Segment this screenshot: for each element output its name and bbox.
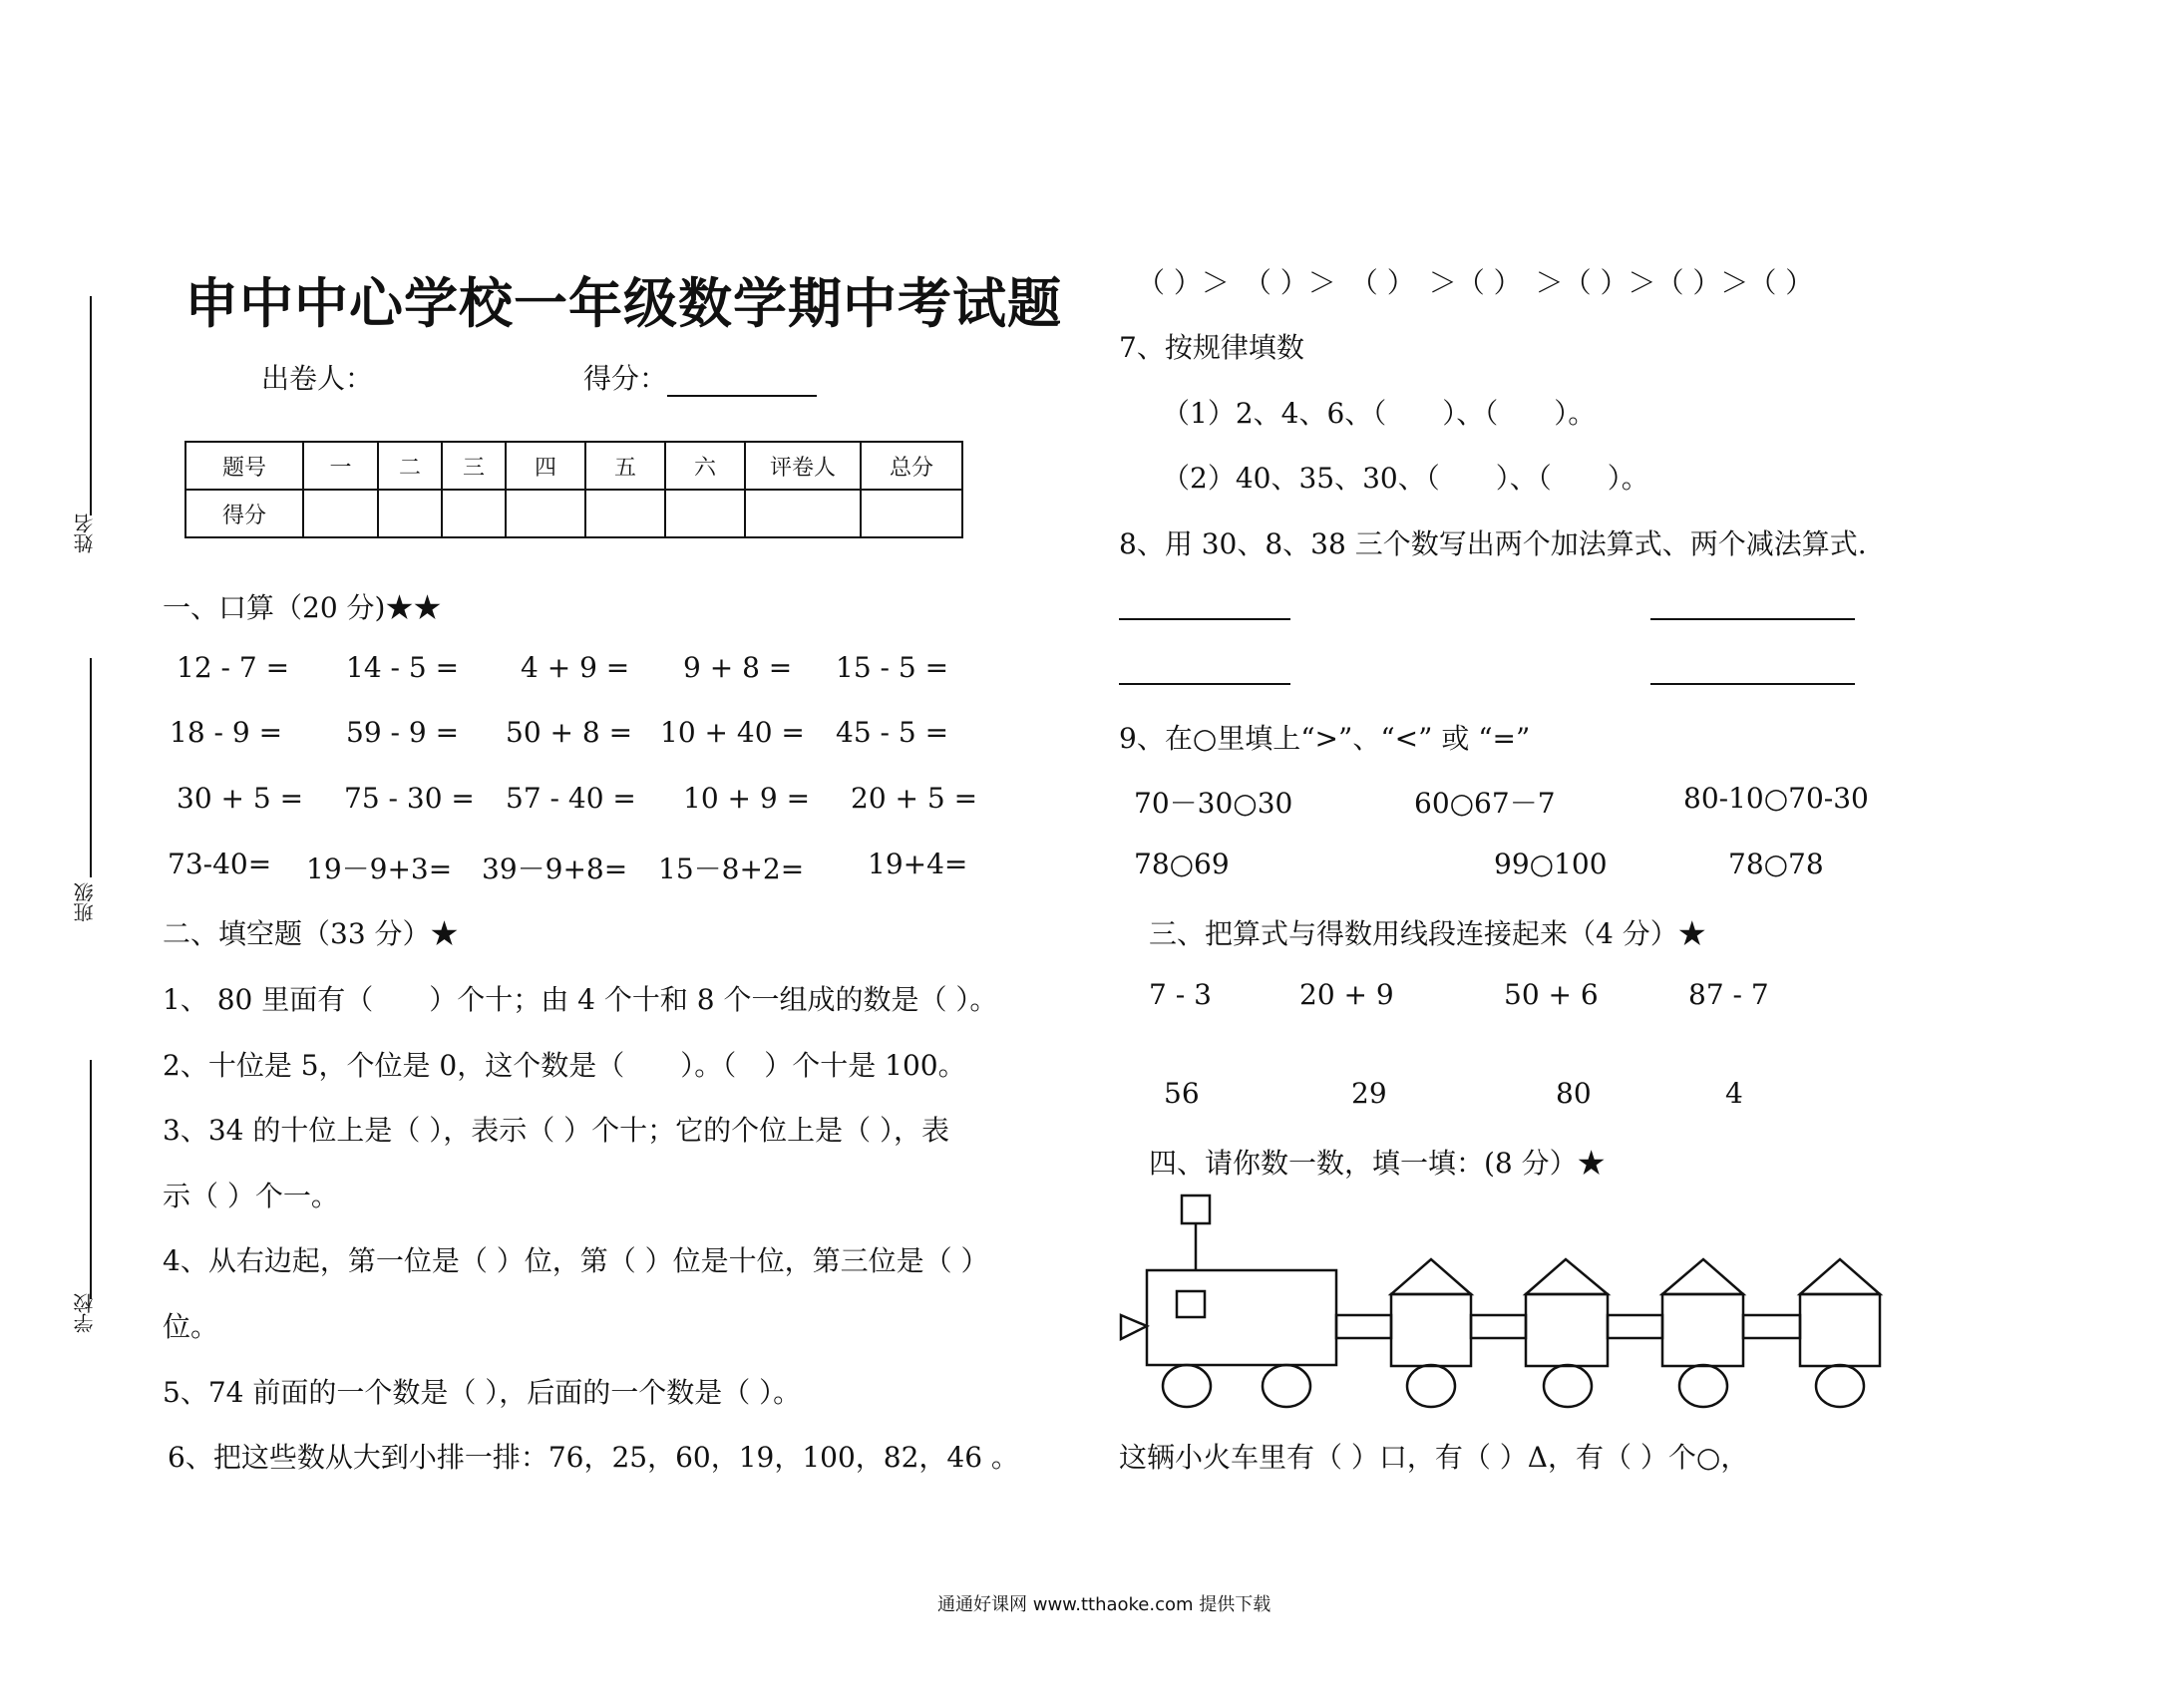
- oral-calc: 59 - 9 =: [346, 716, 460, 749]
- fill-question-7: 7、按规律填数: [1119, 331, 1304, 364]
- score-table-header: 二: [378, 442, 442, 490]
- oral-calc: 19－9+3=: [306, 853, 453, 885]
- oral-calc: 57 - 40 =: [506, 782, 636, 815]
- match-expression: 20 + 9: [1299, 978, 1394, 1011]
- page-footer: 通通好课网 www.tthaoke.com 提供下载: [937, 1594, 1271, 1615]
- compare-item: 80-10○70-30: [1683, 782, 1869, 815]
- match-expression: 7 - 3: [1149, 978, 1212, 1011]
- match-expression: 50 + 6: [1504, 978, 1599, 1011]
- score-blank: [667, 365, 817, 397]
- oral-calc: 39－9+8=: [482, 853, 628, 885]
- oral-calc: 73-40=: [168, 848, 272, 880]
- fill-question-6-blanks: （ ）＞ （ ）＞ （ ） ＞（ ） ＞（ ）＞（ ）＞（ ）: [1137, 266, 1814, 299]
- score-cell[interactable]: [861, 490, 962, 537]
- binding-line-school: [90, 1060, 92, 1299]
- compare-item: 78○69: [1134, 848, 1230, 880]
- oral-calc: 30 + 5 =: [177, 782, 304, 815]
- fill-question-5: 5、74 前面的一个数是（ ），后面的一个数是（ ）。: [163, 1376, 802, 1409]
- fill-question-2: 2、十位是 5，个位是 0，这个数是（ ）。（ ）个十是 100。: [163, 1049, 966, 1082]
- oral-calc: 15 - 5 =: [836, 651, 949, 684]
- oral-calc: 12 - 7 =: [177, 651, 290, 684]
- answer-line[interactable]: [1650, 683, 1855, 685]
- oral-calc: 15－8+2=: [658, 853, 805, 885]
- fill-question-9: 9、在○里填上“>”、“<” 或 “=”: [1119, 722, 1531, 755]
- compare-item: 60○67－7: [1414, 787, 1556, 820]
- fill-question-1: 1、 80 里面有（ ）个十；由 4 个十和 8 个一组成的数是（ ）。: [163, 983, 998, 1016]
- score-table-header: 五: [585, 442, 665, 490]
- oral-calc: 14 - 5 =: [346, 651, 460, 684]
- side-label-name: 姓名: [73, 513, 97, 553]
- score-label: [583, 357, 817, 397]
- section2-heading: 二、填空题（33 分）★: [163, 917, 459, 950]
- oral-calc: 9 + 8 =: [683, 651, 793, 684]
- score-cell[interactable]: [506, 490, 585, 537]
- score-table-header: 评卷人: [745, 442, 861, 490]
- score-cell[interactable]: [378, 490, 442, 537]
- section3-heading: 三、把算式与得数用线段连接起来（4 分）★: [1149, 917, 1706, 950]
- binding-line-class: [90, 658, 92, 877]
- answer-line[interactable]: [1119, 683, 1290, 685]
- score-cell[interactable]: [303, 490, 378, 537]
- fill-question-4-cont: 位。: [163, 1310, 219, 1343]
- section4-heading: 四、请你数一数，填一填：(8 分）★: [1149, 1147, 1606, 1180]
- match-result: 29: [1351, 1077, 1387, 1110]
- compare-item: 78○78: [1728, 848, 1824, 880]
- compare-item: 70－30○30: [1134, 787, 1293, 820]
- score-cell[interactable]: [745, 490, 861, 537]
- oral-calc: 75 - 30 =: [344, 782, 475, 815]
- score-cell[interactable]: [665, 490, 745, 537]
- fill-question-3-cont: 示（ ）个一。: [163, 1180, 339, 1212]
- fill-question-8: 8、用 30、8、38 三个数写出两个加法算式、两个减法算式.: [1119, 527, 1867, 560]
- score-table-header: 题号: [185, 442, 303, 490]
- score-table: [184, 441, 963, 538]
- score-label-text: 得分：: [583, 362, 668, 395]
- author-label: 出卷人：: [261, 362, 374, 395]
- side-label-class: 班级: [73, 882, 97, 922]
- section1-heading: 一、口算（20 分)★★: [163, 591, 442, 624]
- oral-calc: 50 + 8 =: [506, 716, 633, 749]
- answer-line[interactable]: [1650, 618, 1855, 620]
- oral-calc: 10 + 9 =: [683, 782, 811, 815]
- score-table-header: 一: [303, 442, 378, 490]
- page-title: 申中中心学校一年级数学期中考试题: [184, 272, 1062, 335]
- oral-calc: 20 + 5 =: [851, 782, 978, 815]
- compare-item: 99○100: [1494, 848, 1608, 880]
- fill-question-4: 4、从右边起，第一位是（ ）位，第（ ）位是十位，第三位是（ ）: [163, 1244, 989, 1277]
- score-table-header: 三: [442, 442, 506, 490]
- fill-question-3: 3、34 的十位上是（ ），表示（ ）个十；它的个位上是（ ），表: [163, 1114, 950, 1147]
- score-table-header: 总分: [861, 442, 962, 490]
- train-question: 这辆小火车里有（ ）口，有（ ）Δ，有（ ）个○，: [1119, 1441, 1749, 1474]
- score-table-header: 六: [665, 442, 745, 490]
- match-expression: 87 - 7: [1688, 978, 1769, 1011]
- train-illustration: [1107, 1182, 1905, 1421]
- match-result: 80: [1556, 1077, 1592, 1110]
- score-table-header: 四: [506, 442, 585, 490]
- side-label-school: 学校: [73, 1293, 97, 1333]
- fill-question-7-1: （1）2、4、6、（ ）、（ ）。: [1162, 397, 1597, 430]
- binding-line-name: [90, 296, 92, 515]
- oral-calc: 45 - 5 =: [836, 716, 949, 749]
- score-cell[interactable]: [442, 490, 506, 537]
- match-result: 4: [1725, 1077, 1743, 1110]
- oral-calc: 18 - 9 =: [170, 716, 283, 749]
- oral-calc: 19+4=: [868, 848, 968, 880]
- answer-line[interactable]: [1119, 618, 1290, 620]
- score-cell[interactable]: [585, 490, 665, 537]
- match-result: 56: [1164, 1077, 1200, 1110]
- score-table-row-label: 得分: [185, 490, 303, 537]
- fill-question-7-2: （2）40、35、30、（ ）、（ ）。: [1162, 462, 1649, 495]
- fill-question-6: 6、把这些数从大到小排一排：76，25，60，19，100，82，46 。: [168, 1441, 1019, 1474]
- oral-calc: 4 + 9 =: [521, 651, 630, 684]
- oral-calc: 10 + 40 =: [660, 716, 805, 749]
